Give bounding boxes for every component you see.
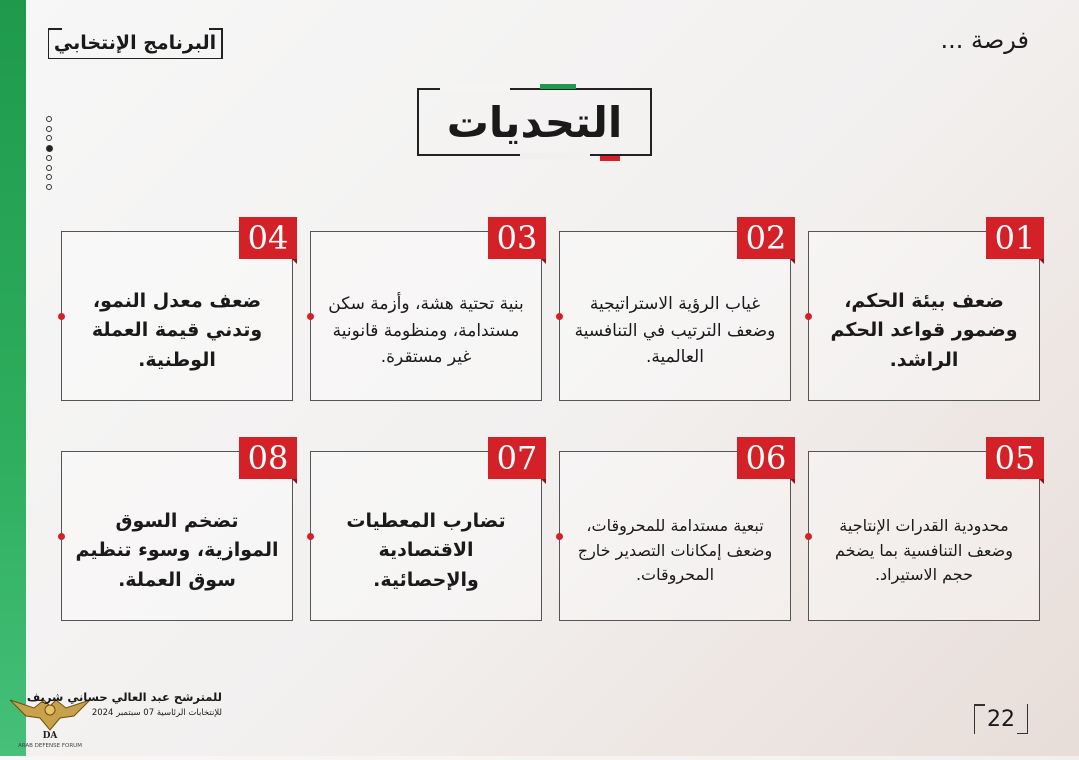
opportunity-label: فرصة ... <box>940 26 1029 54</box>
challenge-text: تضارب المعطيات الاقتصادية والإحصائية. <box>346 509 506 591</box>
connector-dot <box>805 533 812 540</box>
watermark-name: ARAB DEFENSE FORUM <box>18 743 82 749</box>
connector-dot <box>58 533 65 540</box>
candidate-name: للمترشح عبد العالي حساني شريف <box>26 690 222 704</box>
page-number <box>974 704 1028 734</box>
challenge-card-05 <box>808 439 1040 621</box>
connector-dot <box>58 313 65 320</box>
connector-dot <box>556 313 563 320</box>
challenge-number: 05 <box>986 437 1044 479</box>
footer-candidate-info <box>26 690 222 718</box>
challenge-text: بنية تحتية هشة، وأزمة سكن مستدامة، ومنظومة قانونية غير مستقرة. <box>328 294 524 368</box>
page-number-text: 22 <box>987 706 1015 732</box>
challenge-text: تضخم السوق الموازية، وسوء تنظيم سوق العملة. <box>75 509 279 591</box>
challenge-text: تبعية مستدامة للمحروقات، وضعف إمكانات التصدير خارج المحروقات. <box>577 515 773 585</box>
challenge-card-04 <box>61 219 293 401</box>
title-frame-gap-bottom <box>520 153 590 159</box>
pagination-dot-active <box>46 145 53 152</box>
challenge-card-03 <box>310 219 542 401</box>
challenge-card-06 <box>559 439 791 621</box>
left-green-bar <box>0 0 26 756</box>
pagination-dot <box>46 165 52 171</box>
pagination-dot <box>46 135 52 141</box>
challenge-text: ضعف معدل النمو، وتدني قيمة العملة الوطنية. <box>91 289 263 371</box>
connector-dot <box>307 313 314 320</box>
challenge-number: 01 <box>986 217 1044 259</box>
challenge-text: محدودية القدرات الإنتاجية وضعف التنافسية بما يضخم حجم الاستيراد. <box>835 515 1013 585</box>
pagination-dot <box>46 174 52 180</box>
title-box <box>417 88 652 156</box>
program-label-text: البرنامج الإنتخابي <box>53 32 217 54</box>
connector-dot <box>805 313 812 320</box>
pagination-dots <box>46 116 53 190</box>
challenge-number: 06 <box>737 437 795 479</box>
challenge-number: 08 <box>239 437 297 479</box>
program-label <box>48 28 223 59</box>
challenge-card-07 <box>310 439 542 621</box>
pagination-dot <box>46 116 52 122</box>
challenge-card-08 <box>61 439 293 621</box>
pagination-dot <box>46 155 52 161</box>
title-accent-green <box>540 84 576 89</box>
challenge-number: 03 <box>488 217 546 259</box>
connector-dot <box>556 533 563 540</box>
challenge-number: 07 <box>488 437 546 479</box>
challenge-card-02 <box>559 219 791 401</box>
watermark-abbr: DA <box>42 731 58 741</box>
title-frame-gap-top <box>440 86 510 92</box>
page-title: التحديات <box>446 97 623 147</box>
connector-dot <box>307 533 314 540</box>
challenge-card-01 <box>808 219 1040 401</box>
challenge-number: 04 <box>239 217 297 259</box>
challenge-text: ضعف بيئة الحكم، وضمور قواعد الحكم الراشد. <box>830 289 1018 371</box>
challenge-text: غياب الرؤية الاستراتيجية وضعف الترتيب في التنافسية العالمية. <box>574 294 776 368</box>
election-date: للإنتخابات الرئاسية 07 سبتمبر 2024 <box>91 708 222 718</box>
title-accent-red <box>600 156 620 161</box>
pagination-dot <box>46 184 52 190</box>
pagination-dot <box>46 126 52 132</box>
challenge-number: 02 <box>737 217 795 259</box>
